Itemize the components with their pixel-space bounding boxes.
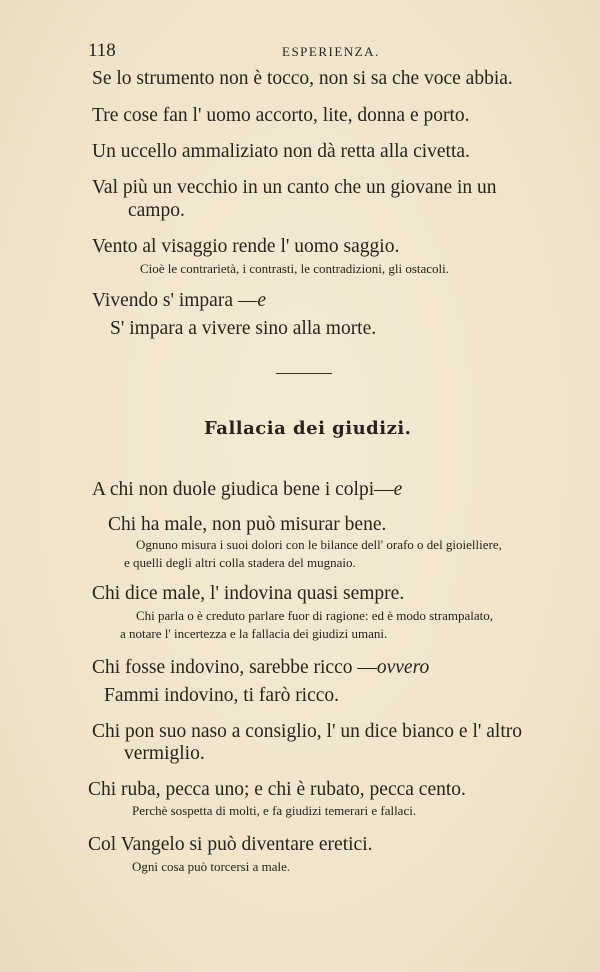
proverb-note: Chi parla o è creduto parlare fuor di ragione: ed è modo strampalato,: [136, 608, 494, 623]
running-title: ESPERIENZA.: [282, 44, 380, 59]
page-number: 118: [88, 40, 116, 61]
proverb-continuation: S' impara a vivere sino alla morte.: [110, 318, 377, 339]
proverb-line: Vento al visaggio rende l' uomo saggio.: [92, 236, 400, 257]
proverb-text: Vivendo s' impara —: [92, 290, 258, 311]
proverb-continuation: vermiglio.: [124, 743, 205, 764]
proverb-line: [92, 656, 429, 680]
proverb-text: Chi fosse indovino, sarebbe ricco —: [92, 657, 377, 678]
proverb-line: Val più un vecchio in un canto che un giovane in un: [92, 177, 497, 198]
proverb-continuation: campo.: [128, 200, 185, 221]
proverb-note: Cioè le contrarietà, i contrasti, le contradizioni, gli ostacoli.: [140, 261, 450, 276]
proverb-note: Ognuno misura i suoi dolori con le bilance dell' orafo o del gioielliere,: [136, 537, 502, 552]
proverb-conjunction: e: [393, 479, 403, 500]
proverb-line: [92, 289, 266, 313]
proverb-conjunction: e: [257, 290, 267, 311]
proverb-line: Col Vangelo si può diventare eretici.: [88, 834, 373, 855]
proverb-conjunction: ovvero: [376, 657, 430, 678]
proverb-line: [92, 478, 402, 502]
proverb-line: Tre cose fan l' uomo accorto, lite, donna e porto.: [92, 105, 470, 126]
section-divider: [276, 373, 332, 374]
proverb-note: Ogni cosa può torcersi a male.: [132, 859, 291, 874]
proverb-continuation: Fammi indovino, ti farò ricco.: [104, 685, 340, 706]
proverb-line: Se lo strumento non è tocco, non si sa che voce abbia.: [92, 68, 513, 89]
proverb-line: Chi pon suo naso a consiglio, l' un dice bianco e l' altro: [92, 721, 522, 742]
proverb-note: a notare l' incertezza e la fallacia dei giudizi umani.: [120, 626, 388, 641]
proverb-text: A chi non duole giudica bene i colpi—: [92, 479, 394, 500]
proverb-line: Un uccello ammaliziato non dà retta alla civetta.: [92, 141, 470, 162]
section-title: Fallacia dei giudizi.: [204, 418, 412, 439]
proverb-line: Chi ha male, non può misurar bene.: [108, 514, 387, 535]
proverb-line: Chi dice male, l' indovina quasi sempre.: [92, 583, 405, 604]
proverb-note: e quelli degli altri colla stadera del mugnaio.: [124, 555, 356, 570]
proverb-note: Perchè sospetta di molti, e fa giudizi temerari e fallaci.: [132, 803, 417, 818]
proverb-line: Chi ruba, pecca uno; e chi è rubato, pecca cento.: [88, 779, 466, 800]
